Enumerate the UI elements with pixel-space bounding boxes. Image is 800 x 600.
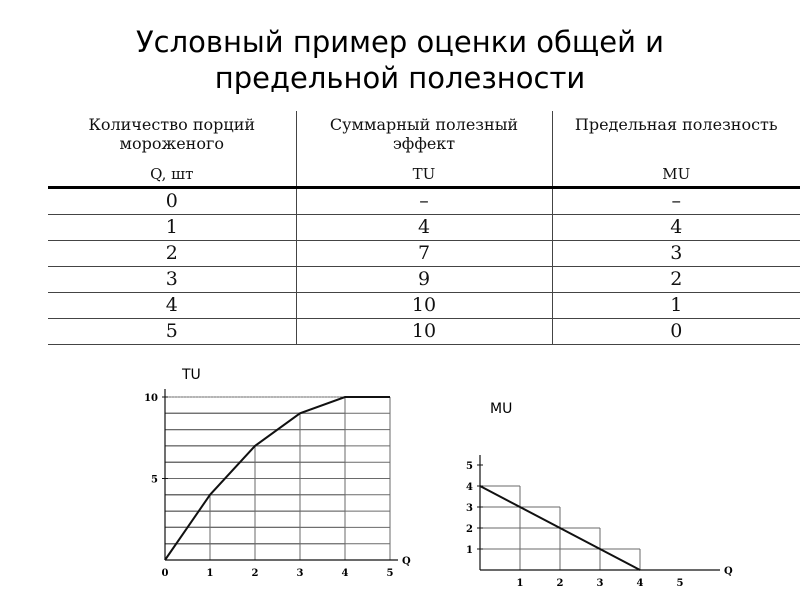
x-tick-label: 1 xyxy=(516,578,524,589)
cell-q: 4 xyxy=(48,293,296,319)
y-tick-label: 2 xyxy=(466,524,473,535)
cell-mu: 0 xyxy=(552,319,800,345)
cell-mu: 4 xyxy=(552,215,800,241)
chart-title: TU xyxy=(182,367,201,383)
cell-tu: 10 xyxy=(296,319,552,345)
table-row xyxy=(48,241,800,267)
x-tick-label: 3 xyxy=(296,568,304,579)
header-total-utility: Суммарный полезный эффект TU xyxy=(296,111,552,188)
cell-q: 0 xyxy=(48,188,296,215)
header-quantity-unit: Q, шт xyxy=(150,165,194,183)
cell-mu: 1 xyxy=(552,293,800,319)
cell-mu: – xyxy=(552,188,800,215)
x-tick-label: 5 xyxy=(386,568,394,579)
x-tick-label: 0 xyxy=(161,568,169,579)
header-marginal-utility: Предельная полезность MU xyxy=(552,111,800,188)
table-row xyxy=(48,267,800,293)
cell-tu: – xyxy=(296,188,552,215)
header-quantity: Количество порций мороженого Q, шт xyxy=(48,111,296,188)
table-row xyxy=(48,293,800,319)
x-tick-label: 1 xyxy=(206,568,214,579)
x-axis-title: Q xyxy=(724,566,733,577)
x-tick-label: 2 xyxy=(556,578,564,589)
tu-chart xyxy=(130,360,450,590)
cell-q: 3 xyxy=(48,267,296,293)
table-row xyxy=(48,319,800,345)
utility-table xyxy=(48,111,800,345)
x-tick-label: 5 xyxy=(676,578,684,589)
table-row xyxy=(48,188,800,215)
title-line-2: предельной полезности xyxy=(214,61,586,95)
mu-chart xyxy=(450,390,733,590)
cell-tu: 9 xyxy=(296,267,552,293)
cell-mu: 2 xyxy=(552,267,800,293)
y-tick-label: 4 xyxy=(466,482,473,493)
cell-tu: 7 xyxy=(296,241,552,267)
cell-q: 5 xyxy=(48,319,296,345)
x-tick-label: 4 xyxy=(636,578,644,589)
chart-title: MU xyxy=(490,401,513,417)
y-tick-label: 3 xyxy=(466,503,473,514)
table-header-row xyxy=(48,111,800,188)
title-line-1: Условный пример оценки общей и xyxy=(135,25,665,59)
cell-tu: 4 xyxy=(296,215,552,241)
y-tick-label: 1 xyxy=(466,545,473,556)
table-row xyxy=(48,215,800,241)
cell-q: 1 xyxy=(48,215,296,241)
header-total-utility-symbol: TU xyxy=(412,165,436,183)
y-tick-label: 5 xyxy=(466,461,473,472)
x-tick-label: 2 xyxy=(251,568,259,579)
y-tick-label: 5 xyxy=(151,474,158,486)
cell-q: 2 xyxy=(48,241,296,267)
x-axis-title: Q xyxy=(402,556,411,567)
x-tick-label: 4 xyxy=(341,568,349,579)
y-tick-label: 10 xyxy=(144,393,158,404)
cell-tu: 10 xyxy=(296,293,552,319)
x-tick-label: 3 xyxy=(596,578,604,589)
header-marginal-utility-symbol: MU xyxy=(662,165,691,183)
cell-mu: 3 xyxy=(552,241,800,267)
page-title xyxy=(0,24,800,96)
